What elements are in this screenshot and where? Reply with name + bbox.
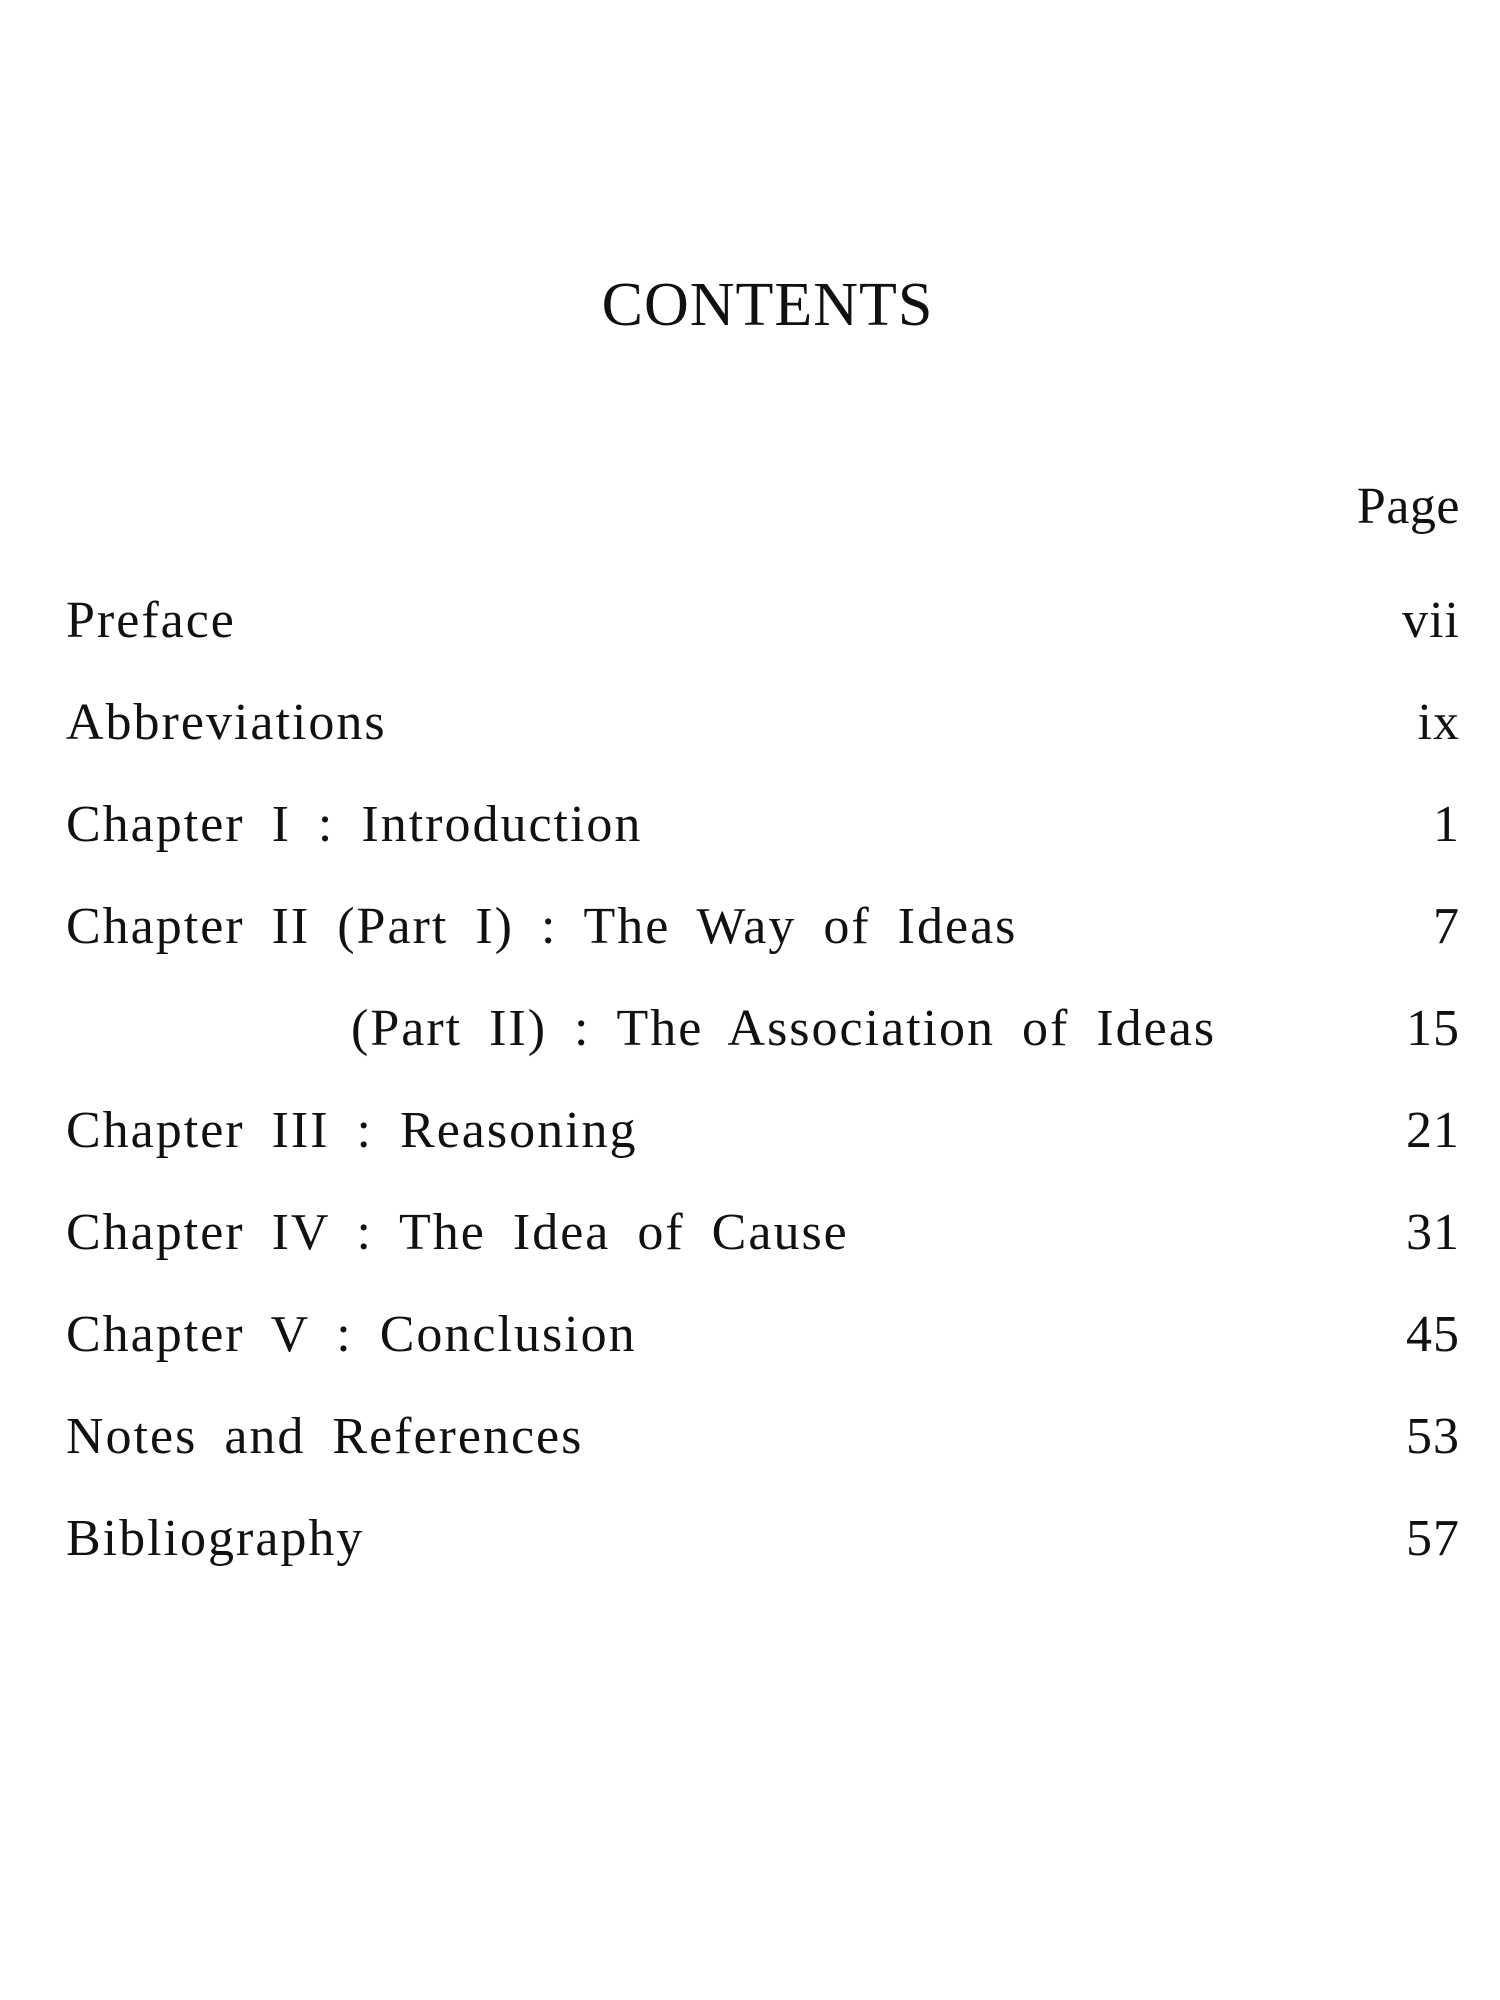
toc-entry-title: Chapter III : Reasoning — [66, 1102, 638, 1159]
toc-entry-page-number: 57 — [1406, 1510, 1460, 1567]
toc-entry-title: Notes and References — [66, 1408, 584, 1465]
toc-entry-title: (Part II) : The Association of Ideas — [351, 1000, 1217, 1057]
toc-entry-title: Preface — [66, 592, 236, 649]
toc-entry-preface[interactable] — [66, 570, 1460, 672]
toc-entry-title: Abbreviations — [66, 694, 387, 751]
toc-entry-title: Chapter I : Introduction — [66, 796, 643, 853]
toc-entry-notes-and-references[interactable] — [66, 1386, 1460, 1488]
toc-entry-page-number: ix — [1417, 694, 1460, 751]
page-column-header: Page — [1356, 478, 1460, 535]
toc-entry-page-number: 7 — [1433, 898, 1460, 955]
toc-entry-abbreviations[interactable] — [66, 672, 1460, 774]
toc-entry-page-number: 45 — [1406, 1306, 1460, 1363]
toc-entry-chapter-5[interactable] — [66, 1284, 1460, 1386]
toc-entry-page-number: 31 — [1406, 1204, 1460, 1261]
toc-entry-page-number: 1 — [1433, 796, 1460, 853]
toc-entry-page-number: vii — [1402, 592, 1460, 649]
toc-entry-title: Chapter IV : The Idea of Cause — [66, 1204, 849, 1261]
toc-entry-chapter-2-part-2[interactable] — [66, 978, 1460, 1080]
toc-entry-chapter-4[interactable] — [66, 1182, 1460, 1284]
toc-entry-chapter-1[interactable] — [66, 774, 1460, 876]
toc-entry-page-number: 15 — [1406, 1000, 1460, 1057]
page-title: CONTENTS — [601, 271, 934, 339]
table-of-contents — [66, 570, 1460, 1590]
toc-entry-title: Chapter II (Part I) : The Way of Ideas — [66, 898, 1018, 955]
toc-entry-page-number: 53 — [1406, 1408, 1460, 1465]
toc-entry-chapter-2-part-1[interactable] — [66, 876, 1460, 978]
toc-entry-title: Chapter V : Conclusion — [66, 1306, 637, 1363]
toc-entry-chapter-3[interactable] — [66, 1080, 1460, 1182]
toc-entry-page-number: 21 — [1406, 1102, 1460, 1159]
toc-entry-bibliography[interactable] — [66, 1488, 1460, 1590]
toc-entry-title: Bibliography — [66, 1510, 365, 1567]
